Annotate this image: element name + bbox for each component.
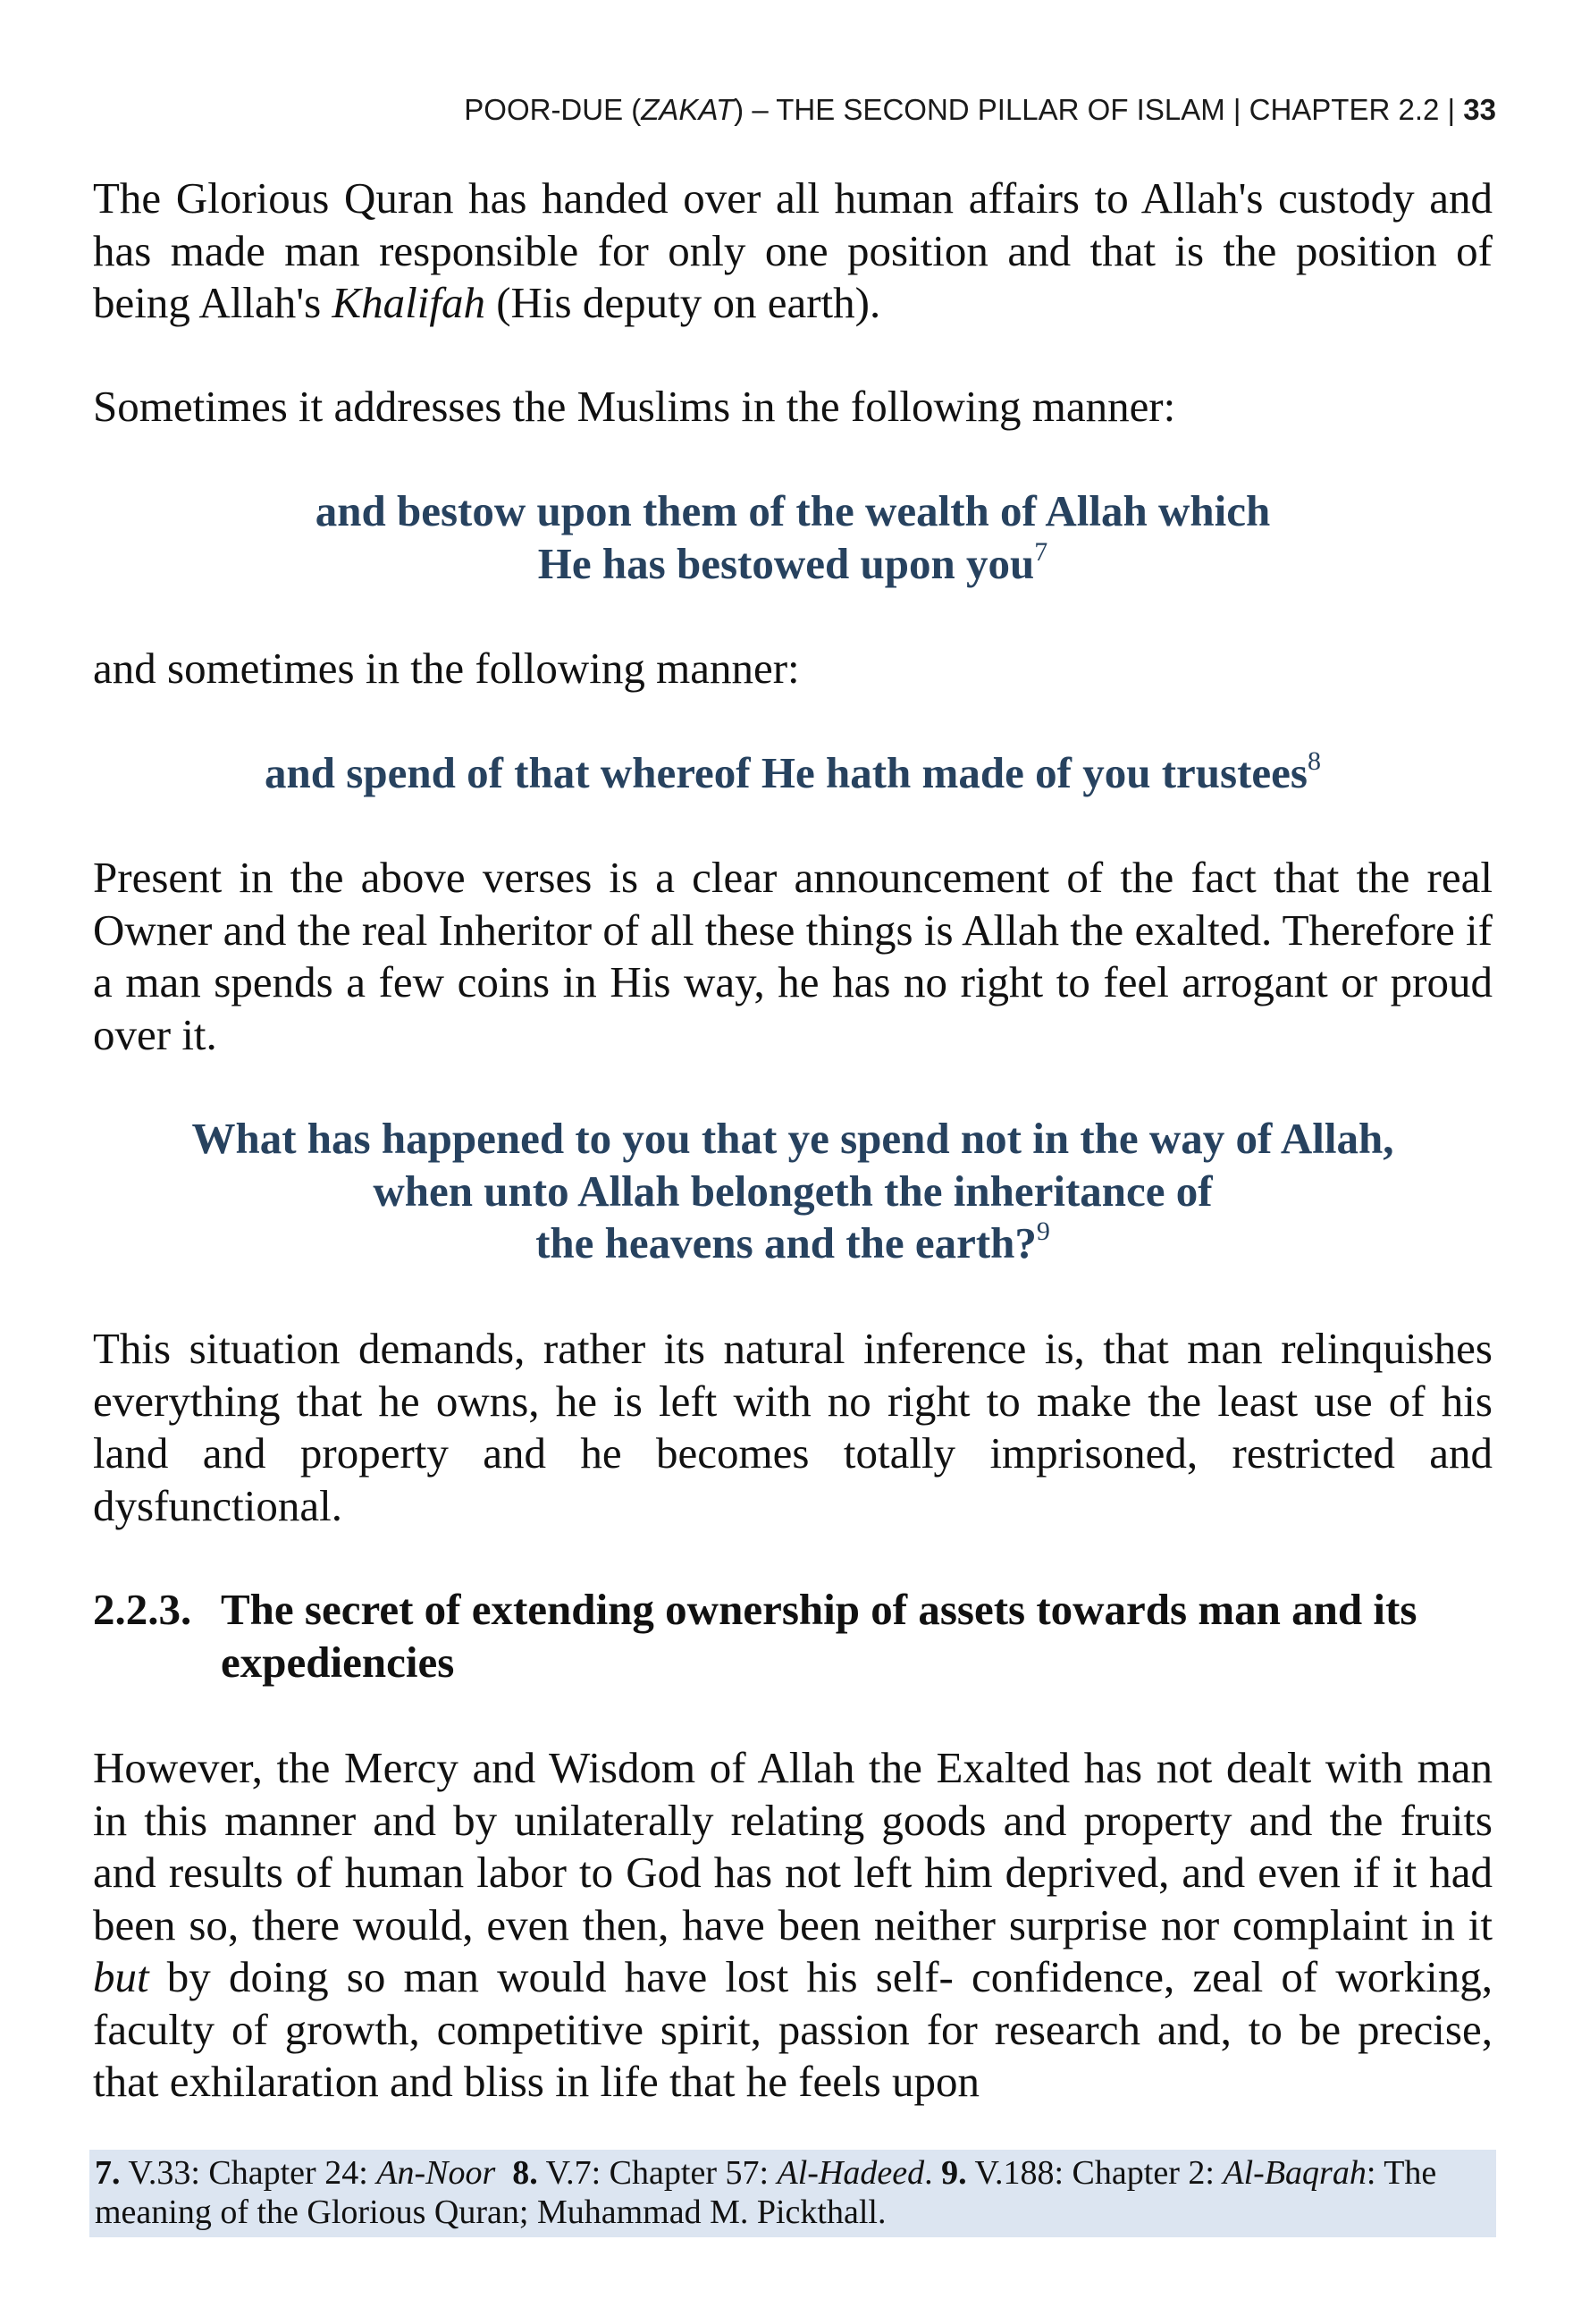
footnote-9-number: 9. bbox=[941, 2154, 967, 2192]
paragraph-1-italic: Khalifah bbox=[332, 278, 485, 327]
quote-3 bbox=[93, 1113, 1493, 1276]
footnotes-box bbox=[89, 2150, 1496, 2237]
section-number: 2.2.3. bbox=[93, 1585, 192, 1634]
footnote-8-period: . bbox=[924, 2154, 933, 2192]
quote-1-line-2: He has bestowed upon you bbox=[537, 538, 1035, 588]
running-header bbox=[464, 93, 1496, 127]
header-title-italic: ZAKAT bbox=[641, 93, 735, 126]
paragraph-3: and sometimes in the following manner: bbox=[93, 644, 800, 693]
quote-2 bbox=[93, 747, 1493, 806]
quote-2-line-1: and spend of that whereof He hath made of you trustees bbox=[265, 748, 1308, 797]
footnote-ref-8: 8 bbox=[1307, 746, 1321, 776]
quote-3-line-1: What has happened to you that ye spend not in the way of Allah, bbox=[191, 1114, 1394, 1163]
paragraph-1-text-b: (His deputy on earth). bbox=[484, 278, 881, 327]
quote-1 bbox=[93, 485, 1493, 596]
section-title: The secret of extending ownership of assets towards man and its expediencies bbox=[221, 1585, 1417, 1687]
footnote-7-number: 7. bbox=[95, 2154, 121, 2192]
footnote-7-text: V.33: Chapter 24: bbox=[120, 2154, 377, 2192]
header-title-prefix: POOR-DUE ( bbox=[464, 93, 642, 126]
footnote-9-citation: : The meaning of the Glorious Quran; Muhammad M. Pickthall. bbox=[95, 2154, 1437, 2231]
paragraph-5: This situation demands, rather its natural inference is, that man relinquishes everything that he owns, he is left with no right to make the least use of his land and property and he becomes totally imprisoned, restricted and dysfunctional. bbox=[93, 1324, 1493, 1530]
paragraph-1-text-a: The Glorious Quran has handed over all human affairs to Allah's custody and has made man responsible for only one position and that is the position of being Allah's bbox=[93, 173, 1493, 327]
paragraph-1 bbox=[93, 173, 1493, 330]
footnote-8-text: V.7: Chapter 57: bbox=[537, 2154, 778, 2192]
footnote-ref-7: 7 bbox=[1034, 536, 1048, 567]
footnote-ref-9: 9 bbox=[1036, 1217, 1050, 1246]
header-separator: | bbox=[1232, 93, 1241, 126]
footnote-8-source: Al-Hadeed bbox=[777, 2154, 925, 2192]
page-number: 33 bbox=[1463, 93, 1496, 126]
paragraph-6-italic: but bbox=[93, 1952, 149, 2001]
footnote-8-number: 8. bbox=[512, 2154, 538, 2192]
header-separator: | bbox=[1447, 93, 1456, 126]
quote-3-line-2: when unto Allah belongeth the inheritance of bbox=[373, 1166, 1213, 1216]
paragraph-6-text-a: However, the Mercy and Wisdom of Allah the Exalted has not dealt with man in this manner and by unilaterally relating goods and property and the fruits and results of human labor to God has not left him deprived, and even if it had been so, there would, even then, have been neither surprise nor complaint in it bbox=[93, 1743, 1493, 1949]
footnote-9-text: V.188: Chapter 2: bbox=[966, 2154, 1224, 2192]
header-chapter: CHAPTER 2.2 bbox=[1249, 93, 1440, 126]
quote-1-line-1: and bestow upon them of the wealth of Allah which bbox=[315, 486, 1271, 535]
footnote-9-source: Al-Baqrah bbox=[1223, 2154, 1367, 2192]
quote-3-line-3: the heavens and the earth? bbox=[535, 1218, 1037, 1267]
section-heading bbox=[93, 1584, 1493, 1688]
header-title-suffix: ) – THE SECOND PILLAR OF ISLAM bbox=[734, 93, 1225, 126]
paragraph-6-text-b: by doing so man would have lost his self- confidence, zeal of working, faculty of growth, competitive spirit, passion for research and, to be precise, that exhilaration and bliss in life that he feels upon bbox=[93, 1952, 1493, 2106]
paragraph-4: Present in the above verses is a clear announcement of the fact that the real Owner and the real Inheritor of all these things is Allah the exalted. Therefore if a man spends a few coins in His way, he has no right to feel arrogant or proud over it. bbox=[93, 853, 1493, 1059]
footnote-7-source: An-Noor bbox=[376, 2154, 496, 2192]
paragraph-2: Sometimes it addresses the Muslims in the following manner: bbox=[93, 382, 1176, 431]
paragraph-6 bbox=[93, 1742, 1493, 2109]
